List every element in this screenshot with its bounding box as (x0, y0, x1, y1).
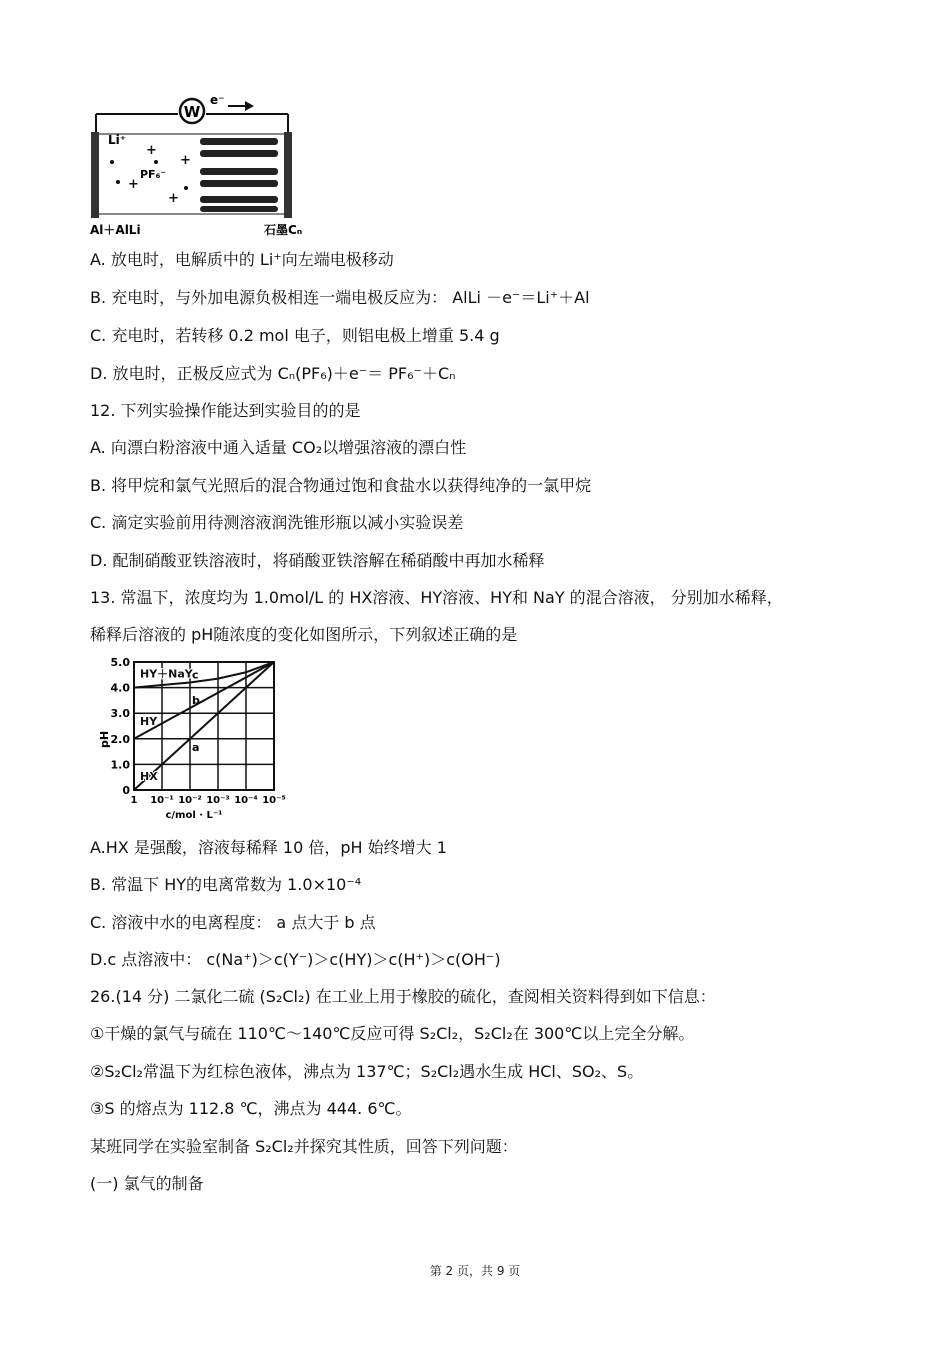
right-electrode-label: 石墨Cₙ (264, 223, 303, 237)
point-label: b (192, 694, 200, 708)
y-tick-label: 3.0 (110, 707, 130, 721)
option-11a: A. 放电时，电解质中的 Li⁺向左端电极移动 (90, 250, 394, 269)
option-12d: D. 配制硝酸亚铁溶液时，将硝酸亚铁溶解在稀硝酸中再加水稀释 (90, 551, 545, 570)
question-13-cont: 稀释后溶液的 pH随浓度的变化如图所示，下列叙述正确的是 (90, 625, 518, 644)
info-1: ①干燥的氯气与硫在 110℃～140℃反应可得 S₂Cl₂，S₂Cl₂在 300℃以上完全分解。 (90, 1024, 695, 1043)
y-tick-label: 4.0 (110, 681, 130, 695)
section-1-heading: (一) 氯气的制备 (90, 1174, 204, 1193)
option-13b: B. 常温下 HY的电离常数为 1.0×10⁻⁴ (90, 875, 362, 894)
series-name-label: HX (140, 770, 158, 783)
option-12a: A. 向漂白粉溶液中通入适量 CO₂以增强溶液的漂白性 (90, 438, 467, 457)
y-axis-label: pH (98, 730, 111, 748)
y-tick-label: 2.0 (110, 732, 130, 746)
option-13c: C. 溶液中水的电离程度： a 点大于 b 点 (90, 913, 376, 932)
x-axis-label: c/mol · L⁻¹ (165, 810, 223, 821)
option-11d: D. 放电时，正极反应式为 Cₙ(PF₆)＋e⁻＝ PF₆⁻＋Cₙ (90, 364, 456, 383)
page-footer: 第 2 页，共 9 页 (429, 1264, 521, 1278)
svg-text:+: + (146, 143, 157, 158)
x-tick-label: 10⁻⁴ (234, 795, 258, 806)
left-electrode-label: Al＋AlLi (90, 223, 141, 237)
svg-text:+: + (128, 177, 139, 192)
ph-dilution-chart (98, 654, 318, 824)
info-3: ③S 的熔点为 112.8 ℃，沸点为 444. 6℃。 (90, 1099, 412, 1118)
right-electrode-plate (284, 132, 292, 218)
x-tick-label: 1 (130, 795, 138, 806)
electron-label: e⁻ (210, 93, 225, 107)
svg-text:+: + (168, 191, 179, 206)
question-12: 12. 下列实验操作能达到实验目的的是 (90, 401, 361, 420)
point-label: c (192, 668, 199, 682)
question-26: 26.(14 分) 二氯化二硫 (S₂Cl₂) 在工业上用于橡胶的硫化，查阅相关资料得到如下信息： (90, 987, 716, 1006)
option-13d: D.c 点溶液中： c(Na⁺)＞c(Y⁻)＞c(HY)＞c(H⁺)＞c(OH⁻) (90, 950, 501, 969)
option-11c: C. 充电时，若转移 0.2 mol 电子，则铝电极上增重 5.4 g (90, 326, 500, 345)
y-tick-label: 0 (122, 784, 130, 797)
question-26-intro: 某班同学在实验室制备 S₂Cl₂并探究其性质，回答下列问题： (90, 1137, 518, 1156)
option-13a: A.HX 是强酸，溶液每稀释 10 倍，pH 始终增大 1 (90, 838, 447, 857)
y-tick-label: 1.0 (110, 758, 130, 772)
option-12b: B. 将甲烷和氯气光照后的混合物通过饱和食盐水以获得纯净的一氯甲烷 (90, 476, 592, 495)
info-2: ②S₂Cl₂常温下为红棕色液体，沸点为 137℃；S₂Cl₂遇水生成 HCl、SO₂、S。 (90, 1062, 644, 1081)
svg-text:+: + (180, 153, 191, 168)
x-tick-label: 10⁻⁵ (262, 795, 286, 806)
x-tick-label: 10⁻² (178, 795, 202, 806)
battery-diagram (88, 92, 328, 237)
meter-label: W (183, 103, 201, 121)
series-name-label: HY (140, 714, 158, 728)
left-electrode-plate (91, 132, 99, 218)
x-tick-label: 10⁻¹ (150, 795, 174, 806)
graphite-layers (200, 138, 278, 212)
option-12c: C. 滴定实验前用待测溶液润洗锥形瓶以减小实验误差 (90, 513, 464, 532)
li-ion-label: Li⁺ (108, 133, 127, 147)
point-label: a (192, 740, 200, 754)
x-tick-label: 10⁻³ (206, 795, 230, 806)
series-name-label: HY＋NaY (140, 667, 193, 681)
question-13: 13. 常温下，浓度均为 1.0mol/L 的 HX溶液、HY溶液、HY和 NaY 的混合溶液， 分别加水稀释， (90, 588, 783, 607)
y-tick-label: 5.0 (110, 656, 130, 669)
option-11b: B. 充电时，与外加电源负极相连一端电极反应为： AlLi －e⁻＝Li⁺＋Al (90, 288, 590, 307)
pf6-ion-label: PF₆⁻ (140, 168, 167, 181)
